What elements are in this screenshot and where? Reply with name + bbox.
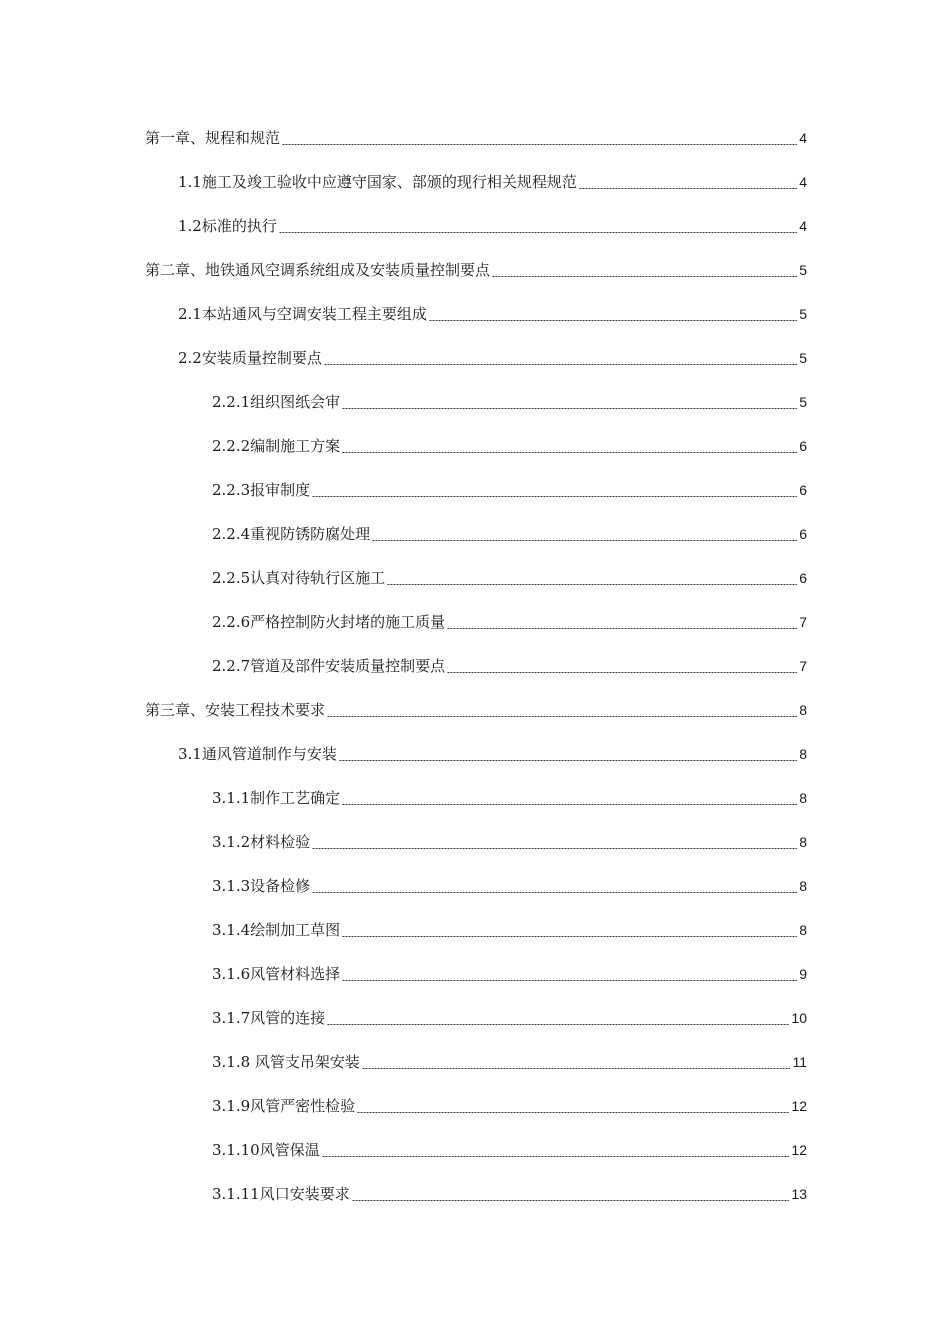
toc-entry-level-3[interactable] xyxy=(0,820,950,864)
toc-page-number: 11 xyxy=(792,1054,807,1070)
toc-entry-title: 2.2.1组织图纸会审 xyxy=(212,393,341,411)
toc-page-number: 8 xyxy=(799,834,807,850)
toc-page-number: 6 xyxy=(799,482,807,498)
toc-dot-leader xyxy=(342,452,797,453)
toc-dot-leader xyxy=(342,936,797,937)
table-of-contents xyxy=(0,116,950,1216)
toc-entry-level-3[interactable] xyxy=(0,952,950,996)
toc-dot-leader xyxy=(342,408,797,409)
toc-entry-title: 3.1.7风管的连接 xyxy=(212,1009,326,1027)
toc-dot-leader xyxy=(447,628,797,629)
toc-entry-title: 3.1.4绘制加工草图 xyxy=(212,921,341,939)
toc-dot-leader xyxy=(362,1068,791,1069)
toc-entry-title: 第二章、地铁通风空调系统组成及安装质量控制要点 xyxy=(145,261,491,279)
toc-entry-title: 3.1.6风管材料选择 xyxy=(212,965,341,983)
toc-entry-level-1[interactable] xyxy=(0,116,950,160)
toc-page-number: 8 xyxy=(799,746,807,762)
toc-entry-title: 2.2.5认真对待轨行区施工 xyxy=(212,569,386,587)
toc-entry-level-3[interactable] xyxy=(0,556,950,600)
toc-page-number: 5 xyxy=(799,306,807,322)
toc-page-number: 8 xyxy=(799,922,807,938)
toc-entry-level-3[interactable] xyxy=(0,864,950,908)
toc-entry-level-2[interactable] xyxy=(0,160,950,204)
toc-page-number: 4 xyxy=(799,130,807,146)
toc-entry-level-3[interactable] xyxy=(0,776,950,820)
toc-entry-level-2[interactable] xyxy=(0,204,950,248)
toc-page-number: 4 xyxy=(799,174,807,190)
toc-entry-title: 第三章、安装工程技术要求 xyxy=(145,701,326,719)
toc-entry-level-2[interactable] xyxy=(0,292,950,336)
toc-dot-leader xyxy=(339,760,797,761)
toc-entry-title: 2.2安装质量控制要点 xyxy=(178,349,322,367)
toc-page-number: 6 xyxy=(799,438,807,454)
toc-dot-leader xyxy=(324,364,797,365)
toc-entry-level-3[interactable] xyxy=(0,996,950,1040)
toc-entry-title: 1.1施工及竣工验收中应遵守国家、部颁的现行相关规程规范 xyxy=(178,173,577,191)
toc-entry-level-1[interactable] xyxy=(0,248,950,292)
toc-entry-level-3[interactable] xyxy=(0,424,950,468)
toc-dot-leader xyxy=(279,232,797,233)
toc-dot-leader xyxy=(447,672,797,673)
toc-entry-title: 3.1.11风口安装要求 xyxy=(212,1185,350,1203)
toc-dot-leader xyxy=(372,540,797,541)
toc-dot-leader xyxy=(579,188,797,189)
toc-entry-title: 2.2.3报审制度 xyxy=(212,481,311,499)
toc-page-number: 5 xyxy=(799,394,807,410)
toc-entry-level-2[interactable] xyxy=(0,336,950,380)
toc-page-number: 5 xyxy=(799,262,807,278)
toc-page-number: 10 xyxy=(791,1010,807,1026)
toc-page-number: 8 xyxy=(799,790,807,806)
toc-entry-level-3[interactable] xyxy=(0,468,950,512)
toc-entry-level-3[interactable] xyxy=(0,512,950,556)
toc-entry-level-3[interactable] xyxy=(0,644,950,688)
toc-entry-level-3[interactable] xyxy=(0,600,950,644)
toc-dot-leader xyxy=(352,1200,790,1201)
toc-dot-leader xyxy=(357,1112,789,1113)
toc-entry-title: 1.2标准的执行 xyxy=(178,217,277,235)
toc-entry-level-3[interactable] xyxy=(0,1084,950,1128)
toc-page-number: 13 xyxy=(791,1186,807,1202)
toc-entry-title: 2.2.4重视防锈防腐处理 xyxy=(212,525,371,543)
toc-entry-level-1[interactable] xyxy=(0,688,950,732)
toc-entry-title: 第一章、规程和规范 xyxy=(145,129,281,147)
toc-entry-title: 3.1.3设备检修 xyxy=(212,877,311,895)
toc-entry-title: 3.1通风管道制作与安装 xyxy=(178,745,337,763)
toc-entry-title: 2.1本站通风与空调安装工程主要组成 xyxy=(178,305,427,323)
toc-entry-title: 3.1.10风管保温 xyxy=(212,1141,320,1159)
toc-dot-leader xyxy=(312,848,797,849)
toc-page-number: 8 xyxy=(799,878,807,894)
toc-dot-leader xyxy=(387,584,797,585)
toc-dot-leader xyxy=(342,980,797,981)
toc-entry-title: 2.2.7管道及部件安装质量控制要点 xyxy=(212,657,446,675)
toc-dot-leader xyxy=(282,144,797,145)
toc-dot-leader xyxy=(429,320,797,321)
toc-page-number: 4 xyxy=(799,218,807,234)
toc-page-number: 6 xyxy=(799,570,807,586)
toc-entry-level-2[interactable] xyxy=(0,732,950,776)
toc-entry-level-3[interactable] xyxy=(0,380,950,424)
toc-page-number: 9 xyxy=(799,966,807,982)
toc-entry-level-3[interactable] xyxy=(0,1040,950,1084)
toc-entry-title: 3.1.9风管严密性检验 xyxy=(212,1097,356,1115)
toc-dot-leader xyxy=(327,1024,789,1025)
toc-dot-leader xyxy=(312,892,797,893)
toc-page-number: 6 xyxy=(799,526,807,542)
toc-page-number: 5 xyxy=(799,350,807,366)
toc-entry-title: 3.1.2材料检验 xyxy=(212,833,311,851)
toc-entry-title: 2.2.6严格控制防火封堵的施工质量 xyxy=(212,613,446,631)
toc-entry-level-3[interactable] xyxy=(0,1128,950,1172)
toc-page-number: 7 xyxy=(799,614,807,630)
toc-dot-leader xyxy=(312,496,797,497)
toc-dot-leader xyxy=(322,1156,790,1157)
toc-entry-level-3[interactable] xyxy=(0,908,950,952)
toc-dot-leader xyxy=(492,276,797,277)
toc-entry-title: 3.1.8 风管支吊架安装 xyxy=(212,1053,360,1071)
toc-dot-leader xyxy=(327,716,797,717)
toc-page-number: 7 xyxy=(799,658,807,674)
toc-entry-level-3[interactable] xyxy=(0,1172,950,1216)
toc-dot-leader xyxy=(342,804,797,805)
toc-page-number: 8 xyxy=(799,702,807,718)
toc-entry-title: 3.1.1制作工艺确定 xyxy=(212,789,341,807)
toc-page-number: 12 xyxy=(791,1098,807,1114)
toc-page-number: 12 xyxy=(791,1142,807,1158)
toc-entry-title: 2.2.2编制施工方案 xyxy=(212,437,341,455)
